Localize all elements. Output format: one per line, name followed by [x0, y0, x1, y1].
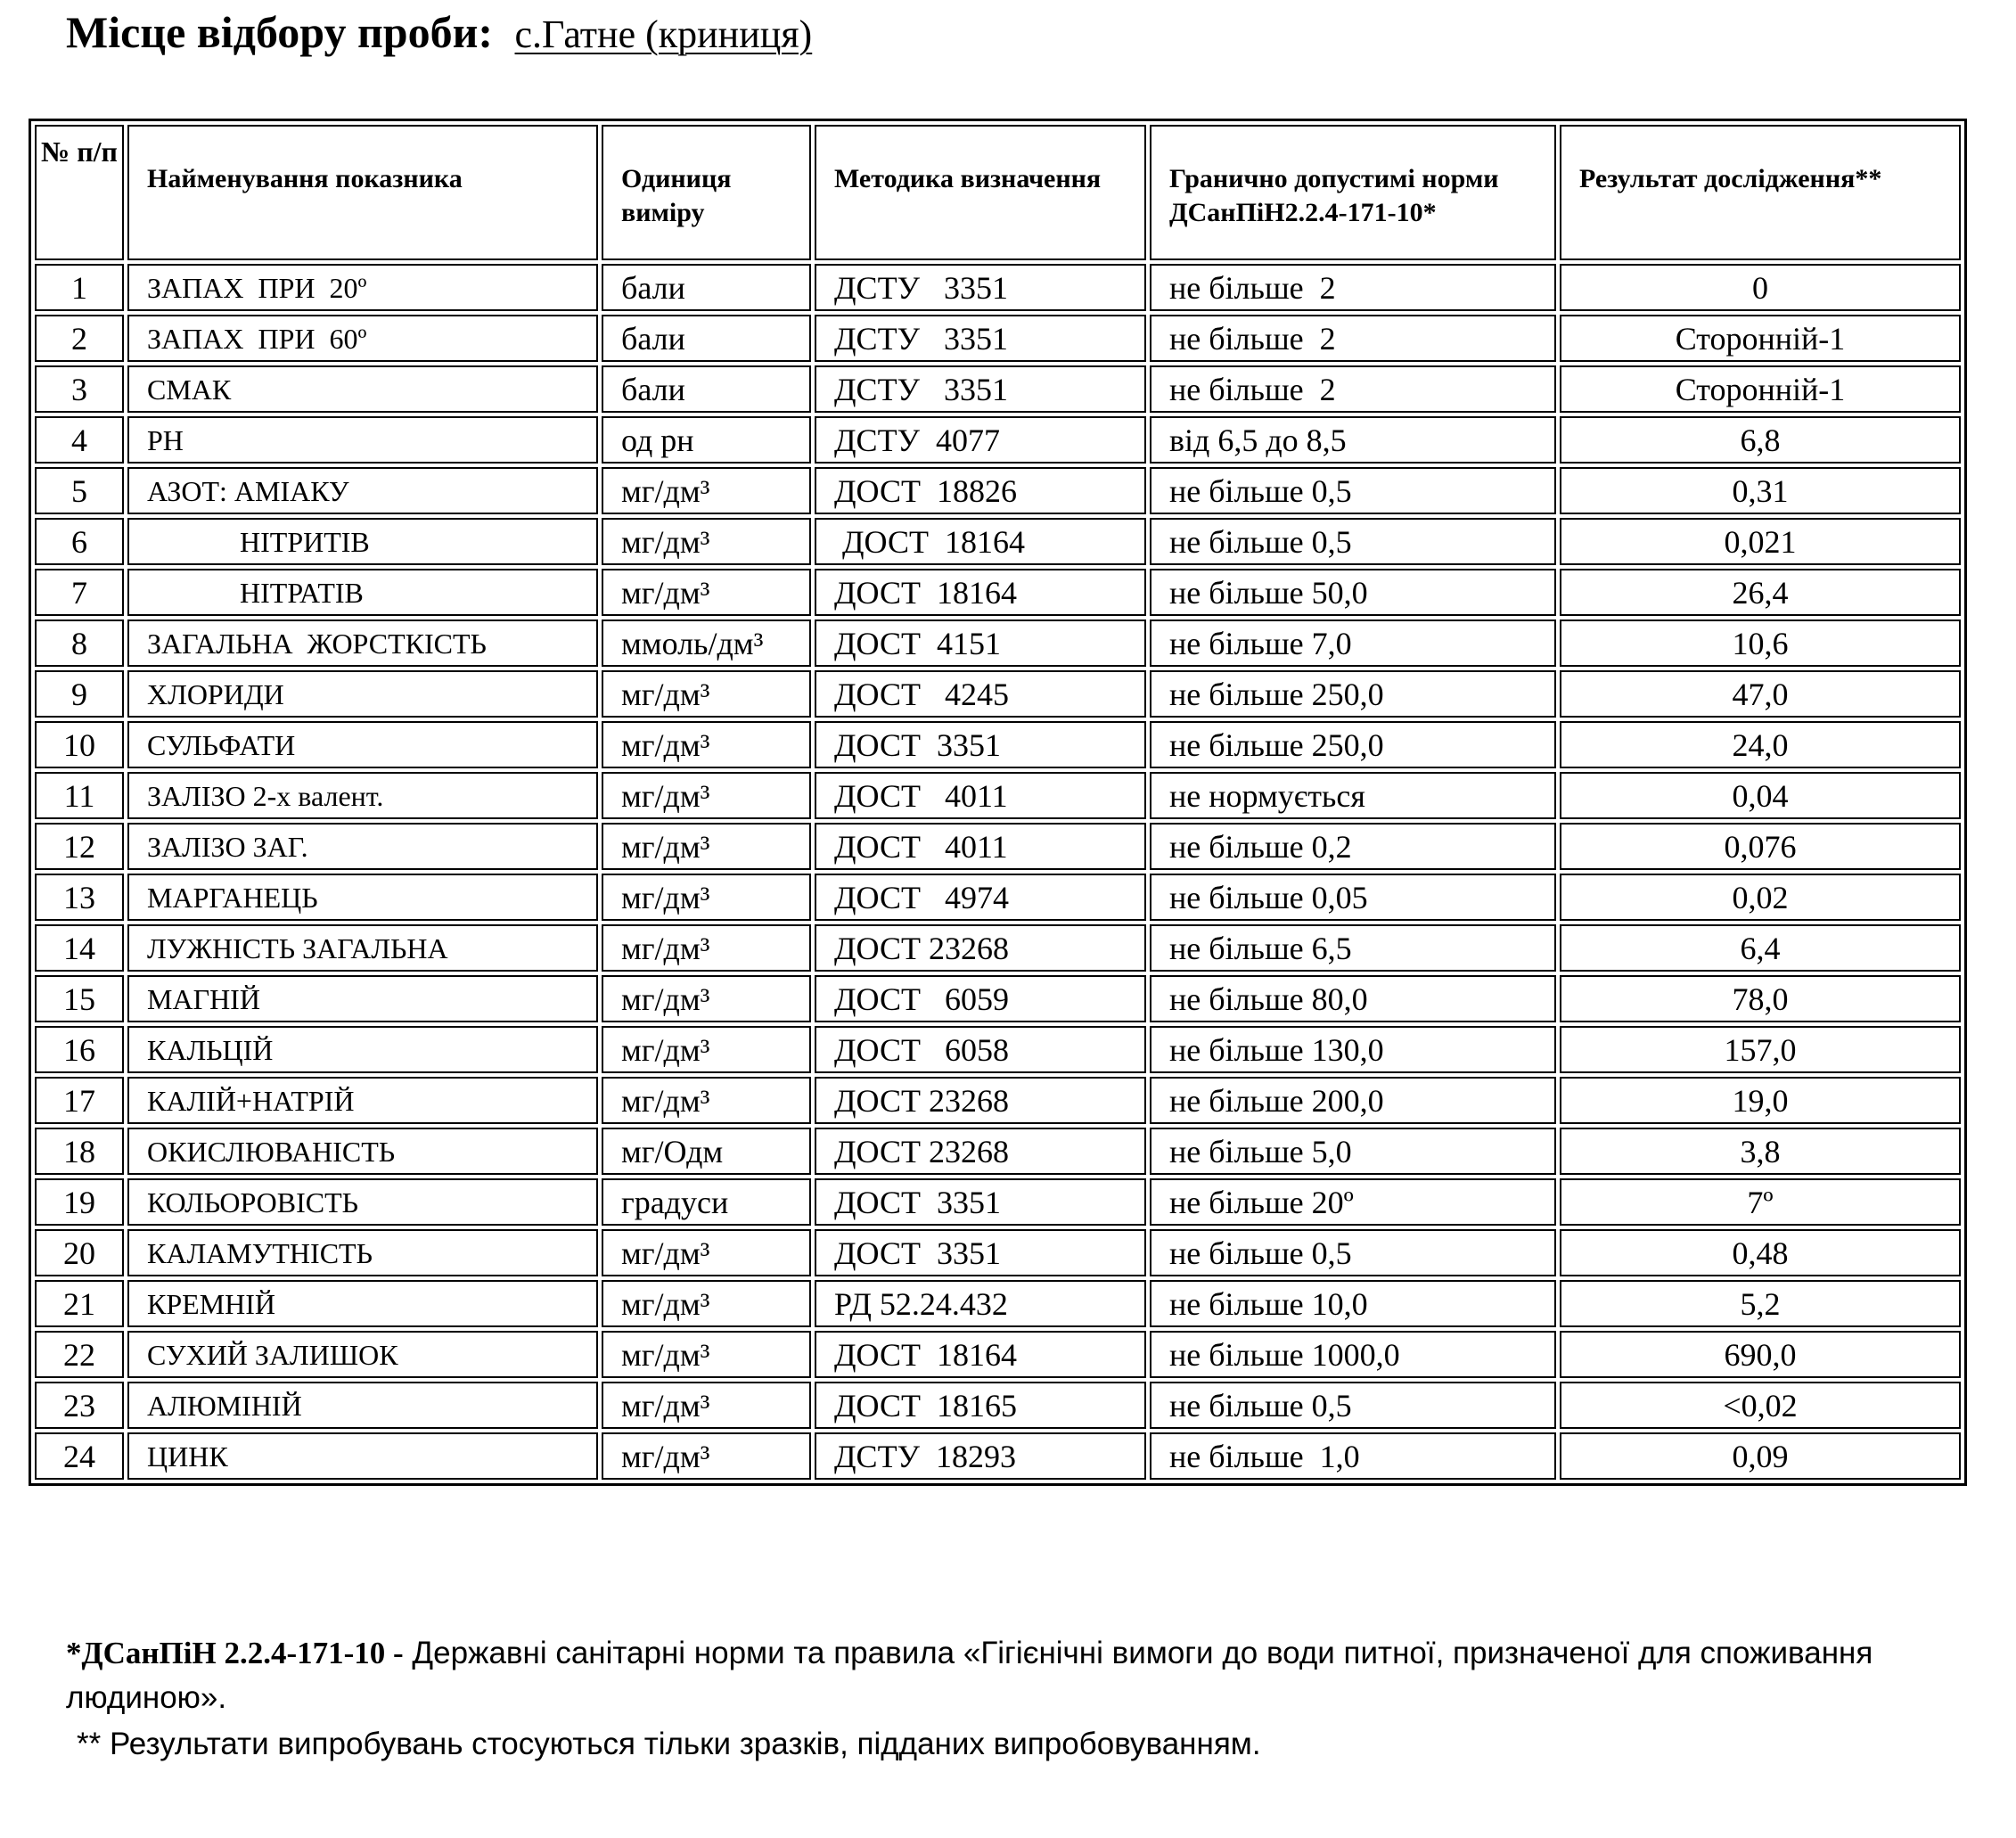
cell-method: ДОСТ 4011	[815, 772, 1146, 819]
cell-result: 0,04	[1560, 772, 1961, 819]
cell-unit: мг/дм³	[602, 823, 811, 870]
cell-norm: не більше 250,0	[1150, 670, 1556, 718]
cell-method: ДОСТ 23268	[815, 1077, 1146, 1124]
header-result: Результат дослідження**	[1560, 125, 1961, 260]
cell-number: 2	[35, 315, 124, 362]
cell-unit: мг/дм³	[602, 1077, 811, 1124]
cell-unit: бали	[602, 264, 811, 311]
cell-norm: не більше 0,2	[1150, 823, 1556, 870]
cell-result: 0,48	[1560, 1229, 1961, 1276]
cell-norm: не більше 0,05	[1150, 874, 1556, 921]
cell-result: 19,0	[1560, 1077, 1961, 1124]
cell-method: ДОСТ 4974	[815, 874, 1146, 921]
cell-number: 23	[35, 1382, 124, 1429]
cell-unit: од рн	[602, 416, 811, 464]
cell-number: 13	[35, 874, 124, 921]
cell-norm: не більше 0,5	[1150, 1229, 1556, 1276]
table-row	[35, 416, 1961, 464]
cell-method: ДОСТ 23268	[815, 924, 1146, 972]
cell-unit: мг/дм³	[602, 721, 811, 768]
cell-method: ДОСТ 4151	[815, 620, 1146, 667]
footnote-sanpin-code: *ДСанПіН 2.2.4-171-10 -	[66, 1636, 404, 1670]
cell-number: 20	[35, 1229, 124, 1276]
cell-result: 0,021	[1560, 518, 1961, 565]
sampling-place-value: с.Гатне (криниця)	[514, 12, 813, 56]
cell-indicator-name: МАГНІЙ	[127, 975, 598, 1022]
cell-indicator-name: КАЛАМУТНІСТЬ	[127, 1229, 598, 1276]
cell-result: 0,076	[1560, 823, 1961, 870]
cell-unit: мг/дм³	[602, 518, 811, 565]
table-row	[35, 1432, 1961, 1480]
cell-number: 6	[35, 518, 124, 565]
cell-unit: мг/Одм	[602, 1128, 811, 1175]
cell-number: 3	[35, 365, 124, 413]
cell-method: ДСТУ 4077	[815, 416, 1146, 464]
cell-norm: не більше 1,0	[1150, 1432, 1556, 1480]
cell-result: <0,02	[1560, 1382, 1961, 1429]
cell-unit: бали	[602, 365, 811, 413]
cell-number: 1	[35, 264, 124, 311]
cell-norm: не більше 7,0	[1150, 620, 1556, 667]
page-title	[66, 4, 812, 63]
table-row	[35, 569, 1961, 616]
table-row	[35, 975, 1961, 1022]
cell-method: ДОСТ 4011	[815, 823, 1146, 870]
cell-number: 22	[35, 1331, 124, 1378]
cell-result: 10,6	[1560, 620, 1961, 667]
cell-indicator-name: ЗАЛІЗО 2-х валент.	[127, 772, 598, 819]
cell-indicator-name: СУХИЙ ЗАЛИШОК	[127, 1331, 598, 1378]
cell-unit: мг/дм³	[602, 924, 811, 972]
cell-number: 14	[35, 924, 124, 972]
cell-unit: мг/дм³	[602, 1331, 811, 1378]
header-indicator-name: Найменування показника	[127, 125, 598, 260]
cell-result: 0,09	[1560, 1432, 1961, 1480]
cell-indicator-name: ЛУЖНІСТЬ ЗАГАЛЬНА	[127, 924, 598, 972]
cell-method: ДОСТ 3351	[815, 721, 1146, 768]
cell-indicator-name: КОЛЬОРОВІСТЬ	[127, 1178, 598, 1226]
cell-number: 10	[35, 721, 124, 768]
cell-indicator-name: НІТРАТІВ	[127, 569, 598, 616]
table-row	[35, 1280, 1961, 1327]
cell-number: 19	[35, 1178, 124, 1226]
table-row	[35, 467, 1961, 514]
cell-indicator-name: ЦИНК	[127, 1432, 598, 1480]
header-method: Методика визначення	[815, 125, 1146, 260]
cell-norm: не більше 50,0	[1150, 569, 1556, 616]
cell-method: ДОСТ 18826	[815, 467, 1146, 514]
cell-method: ДСТУ 3351	[815, 315, 1146, 362]
table-row	[35, 874, 1961, 921]
cell-unit: мг/дм³	[602, 467, 811, 514]
cell-number: 17	[35, 1077, 124, 1124]
table-row	[35, 1077, 1961, 1124]
cell-unit: мг/дм³	[602, 874, 811, 921]
cell-norm: не більше 10,0	[1150, 1280, 1556, 1327]
cell-indicator-name: РН	[127, 416, 598, 464]
cell-unit: мг/дм³	[602, 1280, 811, 1327]
cell-method: ДСТУ 18293	[815, 1432, 1146, 1480]
cell-unit: мг/дм³	[602, 772, 811, 819]
table-row	[35, 924, 1961, 972]
cell-result: 24,0	[1560, 721, 1961, 768]
cell-method: ДОСТ 4245	[815, 670, 1146, 718]
cell-indicator-name: КРЕМНІЙ	[127, 1280, 598, 1327]
table-row	[35, 772, 1961, 819]
cell-result: Сторонній-1	[1560, 365, 1961, 413]
cell-method: ДОСТ 23268	[815, 1128, 1146, 1175]
table-row	[35, 1178, 1961, 1226]
cell-indicator-name: МАРГАНЕЦЬ	[127, 874, 598, 921]
cell-norm: не більше 5,0	[1150, 1128, 1556, 1175]
cell-norm: не більше 1000,0	[1150, 1331, 1556, 1378]
cell-method: ДОСТ 18165	[815, 1382, 1146, 1429]
cell-indicator-name: АЗОТ: АМІАКУ	[127, 467, 598, 514]
table-header-row	[35, 125, 1961, 260]
cell-number: 16	[35, 1026, 124, 1073]
table-row	[35, 721, 1961, 768]
cell-indicator-name: ЗАПАХ ПРИ 60º	[127, 315, 598, 362]
cell-unit: мг/дм³	[602, 1026, 811, 1073]
table-row	[35, 823, 1961, 870]
table-row	[35, 518, 1961, 565]
cell-unit: мг/дм³	[602, 975, 811, 1022]
results-table	[29, 119, 1967, 1486]
cell-number: 4	[35, 416, 124, 464]
cell-norm: не більше 6,5	[1150, 924, 1556, 972]
cell-result: 78,0	[1560, 975, 1961, 1022]
table-row	[35, 1128, 1961, 1175]
cell-norm: не більше 130,0	[1150, 1026, 1556, 1073]
cell-method: ДСТУ 3351	[815, 264, 1146, 311]
cell-result: Сторонній-1	[1560, 315, 1961, 362]
footnote-sanpin-text: Державні санітарні норми та правила «Гігієнічні вимоги до води питної, призначеної для споживання людиною».	[66, 1636, 1873, 1715]
cell-result: 47,0	[1560, 670, 1961, 718]
cell-unit: градуси	[602, 1178, 811, 1226]
table-row	[35, 1229, 1961, 1276]
cell-norm: не більше 250,0	[1150, 721, 1556, 768]
table-row	[35, 670, 1961, 718]
cell-unit: мг/дм³	[602, 1382, 811, 1429]
cell-indicator-name: СМАК	[127, 365, 598, 413]
cell-method: ДОСТ 18164	[815, 1331, 1146, 1378]
table-row	[35, 1382, 1961, 1429]
cell-unit: мг/дм³	[602, 1432, 811, 1480]
footnotes	[66, 1631, 1955, 1767]
cell-number: 15	[35, 975, 124, 1022]
cell-indicator-name: ЗАПАХ ПРИ 20º	[127, 264, 598, 311]
cell-indicator-name: АЛЮМІНІЙ	[127, 1382, 598, 1429]
cell-method: ДОСТ 18164	[815, 569, 1146, 616]
cell-result: 7º	[1560, 1178, 1961, 1226]
header-number: № п/п	[35, 125, 124, 260]
cell-method: ДОСТ 3351	[815, 1229, 1146, 1276]
cell-number: 18	[35, 1128, 124, 1175]
header-norm: Гранично допустимі норми ДСанПіН2.2.4-171-10*	[1150, 125, 1556, 260]
cell-number: 5	[35, 467, 124, 514]
table-row	[35, 1331, 1961, 1378]
table-row	[35, 264, 1961, 311]
cell-unit: мг/дм³	[602, 1229, 811, 1276]
cell-norm: не більше 0,5	[1150, 518, 1556, 565]
cell-result: 0	[1560, 264, 1961, 311]
cell-norm: не більше 80,0	[1150, 975, 1556, 1022]
cell-indicator-name: ОКИСЛЮВАНІСТЬ	[127, 1128, 598, 1175]
cell-number: 7	[35, 569, 124, 616]
cell-result: 3,8	[1560, 1128, 1961, 1175]
cell-number: 8	[35, 620, 124, 667]
cell-result: 6,8	[1560, 416, 1961, 464]
cell-method: ДОСТ 6058	[815, 1026, 1146, 1073]
cell-number: 11	[35, 772, 124, 819]
footnote-results: ** Результати випробувань стосуються тільки зразків, підданих випробовуванням.	[77, 1727, 1261, 1761]
cell-norm: не більше 2	[1150, 264, 1556, 311]
cell-method: ДОСТ 6059	[815, 975, 1146, 1022]
table-row	[35, 1026, 1961, 1073]
cell-number: 21	[35, 1280, 124, 1327]
footnote-sanpin	[66, 1631, 1955, 1720]
cell-result: 0,31	[1560, 467, 1961, 514]
table-row	[35, 620, 1961, 667]
table-row	[35, 365, 1961, 413]
header-unit: Одиниця виміру	[602, 125, 811, 260]
cell-indicator-name: ЗАГАЛЬНА ЖОРСТКІСТЬ	[127, 620, 598, 667]
cell-method: ДСТУ 3351	[815, 365, 1146, 413]
cell-number: 12	[35, 823, 124, 870]
cell-method: РД 52.24.432	[815, 1280, 1146, 1327]
cell-norm: не більше 20º	[1150, 1178, 1556, 1226]
cell-norm: від 6,5 до 8,5	[1150, 416, 1556, 464]
cell-norm: не нормується	[1150, 772, 1556, 819]
sampling-place-label: Місце відбору проби:	[66, 7, 494, 57]
cell-unit: ммоль/дм³	[602, 620, 811, 667]
cell-unit: бали	[602, 315, 811, 362]
table-row	[35, 315, 1961, 362]
cell-number: 24	[35, 1432, 124, 1480]
cell-result: 6,4	[1560, 924, 1961, 972]
cell-indicator-name: НІТРИТІВ	[127, 518, 598, 565]
cell-method: ДОСТ 3351	[815, 1178, 1146, 1226]
cell-norm: не більше 2	[1150, 365, 1556, 413]
cell-norm: не більше 0,5	[1150, 467, 1556, 514]
cell-norm: не більше 0,5	[1150, 1382, 1556, 1429]
cell-indicator-name: КАЛЬЦІЙ	[127, 1026, 598, 1073]
cell-result: 0,02	[1560, 874, 1961, 921]
cell-result: 157,0	[1560, 1026, 1961, 1073]
cell-indicator-name: СУЛЬФАТИ	[127, 721, 598, 768]
cell-indicator-name: ЗАЛІЗО ЗАГ.	[127, 823, 598, 870]
cell-result: 5,2	[1560, 1280, 1961, 1327]
cell-method: ДОСТ 18164	[815, 518, 1146, 565]
cell-number: 9	[35, 670, 124, 718]
cell-indicator-name: КАЛІЙ+НАТРІЙ	[127, 1077, 598, 1124]
cell-result: 690,0	[1560, 1331, 1961, 1378]
cell-norm: не більше 2	[1150, 315, 1556, 362]
cell-indicator-name: ХЛОРИДИ	[127, 670, 598, 718]
cell-norm: не більше 200,0	[1150, 1077, 1556, 1124]
cell-unit: мг/дм³	[602, 569, 811, 616]
cell-unit: мг/дм³	[602, 670, 811, 718]
table-body	[35, 264, 1961, 1480]
cell-result: 26,4	[1560, 569, 1961, 616]
